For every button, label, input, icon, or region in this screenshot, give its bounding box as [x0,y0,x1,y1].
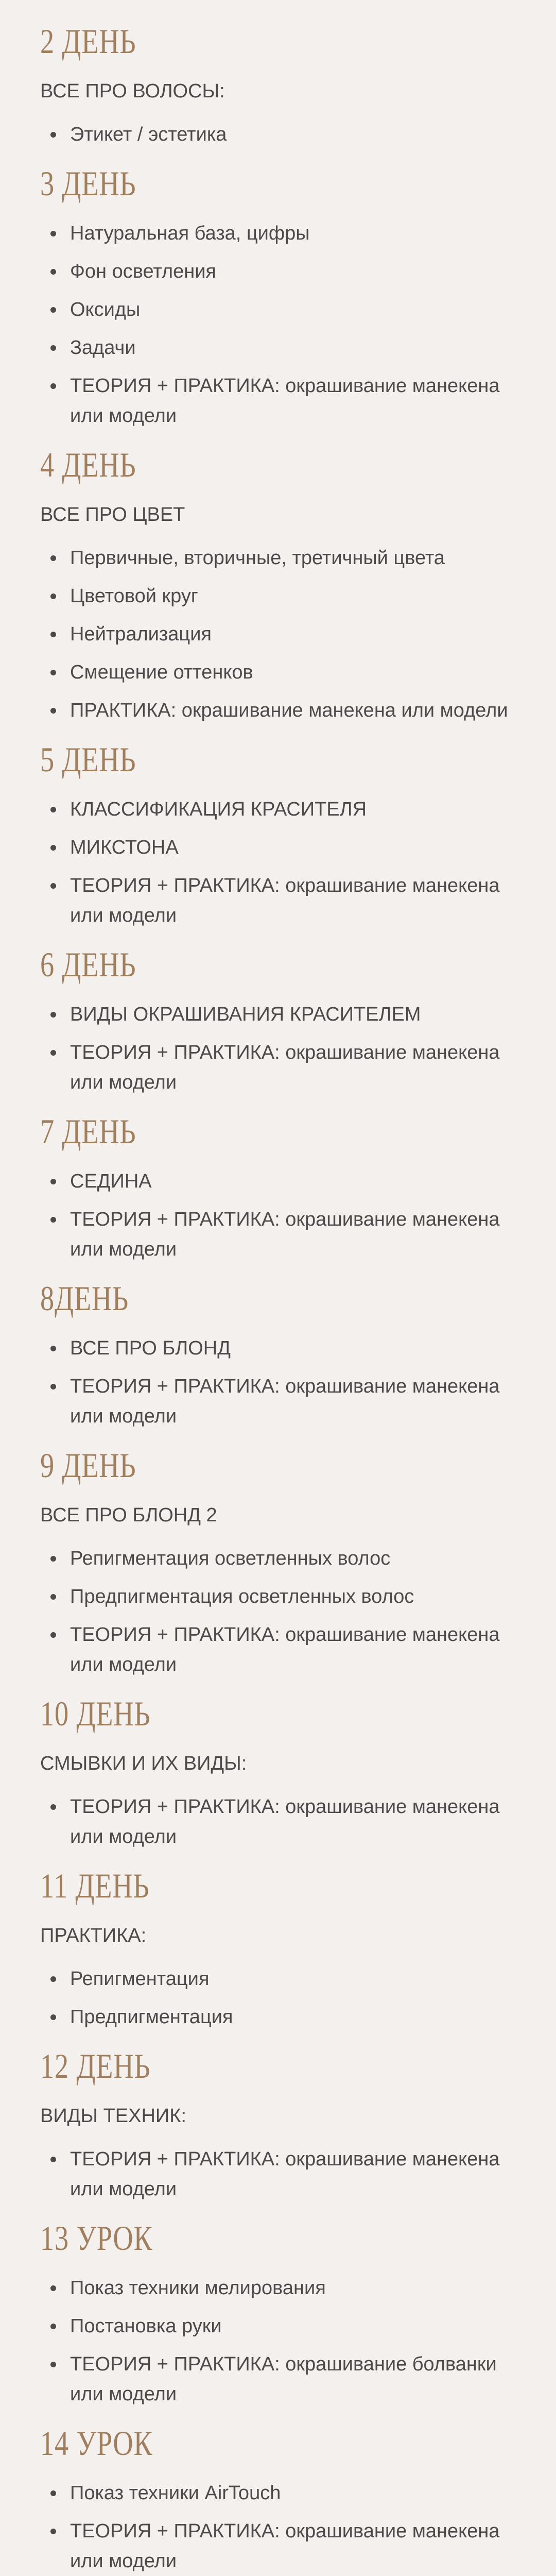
topic-list [40,543,524,725]
topic-list [40,999,524,1097]
program-section [40,2217,524,2409]
topic-list [40,1333,524,1431]
section-heading: 5 ДЕНЬ [40,740,136,779]
topic-item: Репигментация [40,1964,524,1994]
topic-list [40,2273,524,2409]
section-heading: 13 УРОК [40,2218,153,2258]
topic-item: ТЕОРИЯ + ПРАКТИКА: окрашивание манекена или модели [40,1038,524,1097]
topic-item: Репигментация осветленных волос [40,1544,524,1573]
topic-item: СЕДИНА [40,1166,524,1196]
section-heading: 4 ДЕНЬ [40,445,136,484]
topic-item: ТЕОРИЯ + ПРАКТИКА: окрашивание манекена или модели [40,1371,524,1431]
topic-list [40,120,524,149]
topic-item: ТЕОРИЯ + ПРАКТИКА: окрашивание болванки или модели [40,2349,524,2409]
section-subtitle: ВСЕ ПРО БЛОНД 2 [40,1504,217,1526]
program-section [40,2045,524,2204]
section-heading: 7 ДЕНЬ [40,1112,136,1151]
program-section [40,1445,524,1680]
program-section [40,21,524,149]
topic-item: ТЕОРИЯ + ПРАКТИКА: окрашивание манекена или модели [40,2144,524,2204]
section-heading: 3 ДЕНЬ [40,164,136,203]
topic-list [40,2144,524,2204]
topic-list [40,2478,524,2576]
topic-item: ВСЕ ПРО БЛОНД [40,1333,524,1363]
topic-list [40,1792,524,1852]
topic-list [40,1166,524,1264]
topic-list [40,1964,524,2032]
section-subtitle: СМЫВКИ И ИХ ВИДЫ: [40,1753,247,1774]
program-section [40,444,524,725]
section-heading: 14 УРОК [40,2424,153,2463]
course-program [40,21,524,2576]
topic-item: Показ техники мелирования [40,2273,524,2303]
section-heading: 12 ДЕНЬ [40,2046,151,2086]
topic-item: ПРАКТИКА: окрашивание манекена или модели [40,696,524,725]
topic-item: ВИДЫ ОКРАШИВАНИЯ КРАСИТЕЛЕМ [40,999,524,1029]
program-section [40,1693,524,1852]
program-section [40,1111,524,1264]
section-heading: 8ДЕНЬ [40,1279,129,1318]
topic-item: Оксиды [40,295,524,325]
section-heading: 6 ДЕНЬ [40,945,136,984]
topic-item: Предпигментация осветленных волос [40,1582,524,1612]
topic-item: Нейтрализация [40,619,524,649]
program-section [40,163,524,431]
topic-item: Показ техники AirTouch [40,2478,524,2508]
program-section [40,944,524,1097]
topic-item: Натуральная база, цифры [40,218,524,248]
topic-list [40,1544,524,1680]
program-section [40,1278,524,1431]
topic-item: ТЕОРИЯ + ПРАКТИКА: окрашивание манекена или модели [40,2516,524,2576]
topic-item: Фон осветления [40,257,524,286]
topic-item: Первичные, вторичные, третичный цвета [40,543,524,573]
program-section [40,739,524,930]
topic-item: Задачи [40,333,524,363]
section-heading: 10 ДЕНЬ [40,1694,151,1733]
topic-item: Смещение оттенков [40,657,524,687]
topic-item: Цветовой круг [40,581,524,611]
section-heading: 2 ДЕНЬ [40,22,136,61]
topic-item: ТЕОРИЯ + ПРАКТИКА: окрашивание манекена или модели [40,371,524,431]
topic-item: Этикет / эстетика [40,120,524,149]
section-subtitle: ПРАКТИКА: [40,1925,147,1946]
section-heading: 11 ДЕНЬ [40,1866,150,1905]
section-subtitle: ВИДЫ ТЕХНИК: [40,2105,186,2127]
topic-list [40,218,524,431]
topic-item: ТЕОРИЯ + ПРАКТИКА: окрашивание манекена или модели [40,1620,524,1680]
topic-list [40,794,524,930]
topic-item: МИКСТОНА [40,833,524,862]
program-section [40,1865,524,2032]
section-heading: 9 ДЕНЬ [40,1446,136,1485]
topic-item: Постановка руки [40,2311,524,2341]
topic-item: КЛАССИФИКАЦИЯ КРАСИТЕЛЯ [40,794,524,824]
topic-item: ТЕОРИЯ + ПРАКТИКА: окрашивание манекена или модели [40,871,524,930]
topic-item: ТЕОРИЯ + ПРАКТИКА: окрашивание манекена или модели [40,1205,524,1264]
section-subtitle: ВСЕ ПРО ЦВЕТ [40,504,185,526]
topic-item: ТЕОРИЯ + ПРАКТИКА: окрашивание манекена или модели [40,1792,524,1852]
section-subtitle: ВСЕ ПРО ВОЛОСЫ: [40,80,225,102]
program-section [40,2422,524,2576]
topic-item: Предпигментация [40,2002,524,2032]
